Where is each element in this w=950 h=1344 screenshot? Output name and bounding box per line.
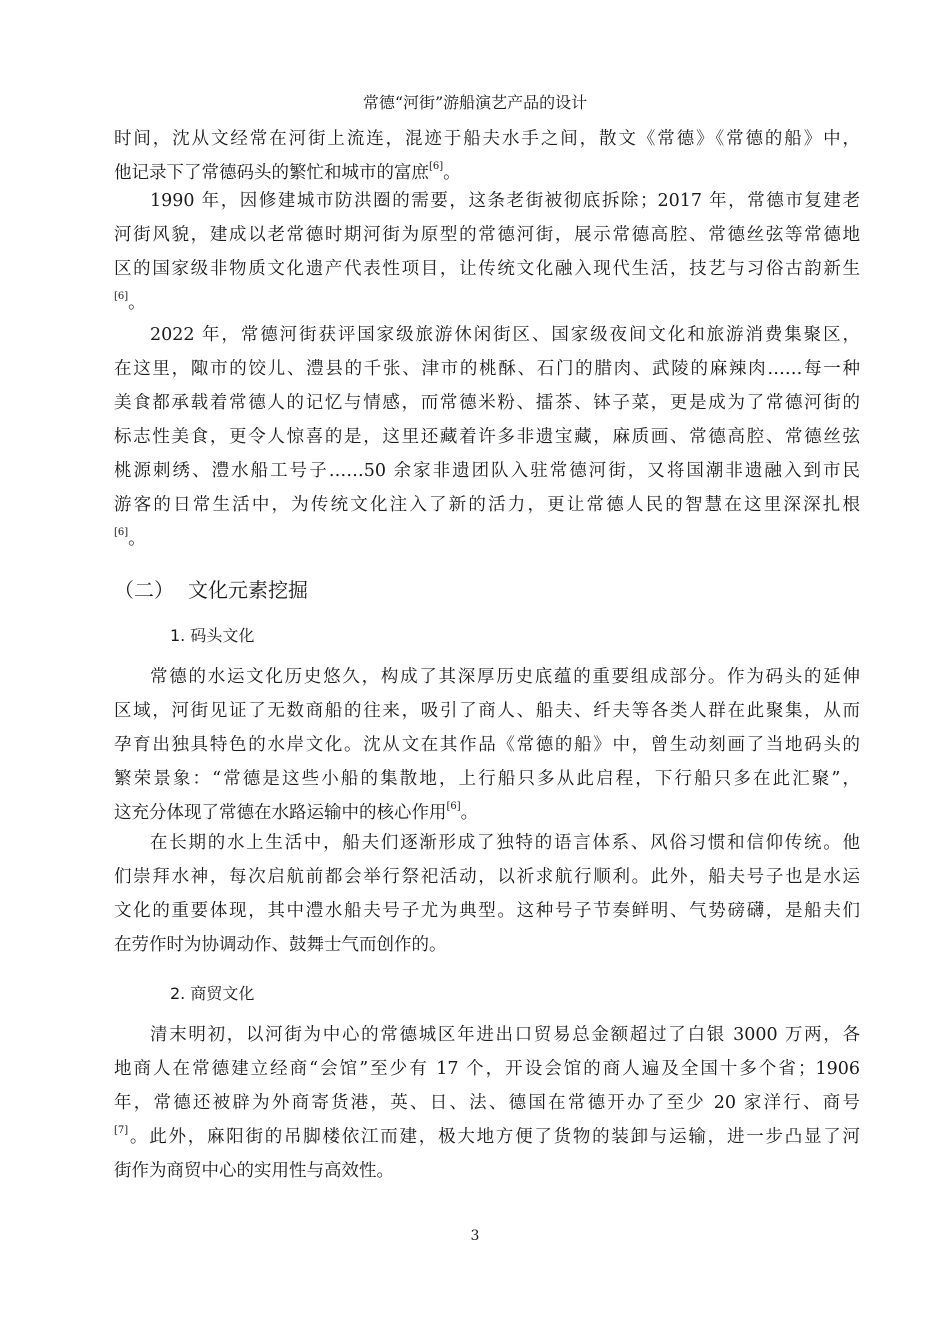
citation-ref: [7] [114,1125,129,1136]
text-line: 常德的水运文化历史悠久，构成了其深厚历史底蕴的重要组成部分。作为码头的延伸 [150,667,860,687]
text-line: 游客的日常生活中，为传统文化注入了新的活力，更让常德人民的智慧在这里深深扎根 [114,495,860,515]
running-header: 常德“河街”游船演艺产品的设计 [362,93,588,112]
page-number: 3 [470,1228,480,1244]
text-line: 街作为商贸中心的实用性与高效性。 [114,1161,394,1181]
text-line: 在长期的水上生活中，船夫们逐渐形成了独特的语言体系、风俗习惯和信仰传统。他 [150,833,860,853]
paragraph [114,318,860,556]
text-line: 桃源刺绣、澧水船工号子……50 余家非遗团队入驻常德河街，又将国潮非遗融入到市民 [114,461,860,481]
subsection-heading: 1. 码头文化 [170,626,255,645]
text-line: 1990 年，因修建城市防洪圈的需要，这条老街被彻底拆除；2017 年，常德市复建老 [150,191,860,211]
paragraph-continuation [114,122,860,190]
text-line: 区域，河街见证了无数商船的往来，吸引了商人、船夫、纤夫等各类人群在此聚集，从而 [114,701,860,721]
text-line: 2022 年，常德河街获评国家级旅游休闲街区、国家级夜间文化和旅游消费集聚区， [150,325,860,345]
text-line: 在这里，陬市的饺儿、澧县的千张、津市的桃酥、石门的腊肉、武陵的麻辣肉……每一种 [114,359,860,379]
citation-ref: [6] [446,801,461,812]
text-line: 区的国家级非物质文化遗产代表性项目，让传统文化融入现代生活，技艺与习俗古韵新生 [114,259,860,279]
text-line: 标志性美食，更令人惊喜的是，这里还藏着许多非遗宝藏，麻质画、常德高腔、常德丝弦 [114,427,860,447]
subsection-heading: 2. 商贸文化 [170,984,255,1003]
citation-ref: [6] [429,161,444,172]
section-number: （二） [114,578,174,602]
text-line: [7]。此外，麻阳街的吊脚楼依江而建，极大地方便了货物的装卸与运输，进一步凸显了河 [114,1125,860,1147]
paragraph [114,1018,860,1188]
citation-ref: [6] [114,527,129,538]
section-title: 文化元素挖掘 [188,578,308,602]
text-line: 年，常德还被辟为外商寄货港，英、日、法、德国在常德开办了至少 20 家洋行、商号 [114,1093,860,1113]
paragraph [114,826,860,962]
text-line: 清末明初，以河街为中心的常德城区年进出口贸易总金额超过了白银 3000 万两，各 [150,1025,860,1045]
text-line: 在劳作时为协调动作、鼓舞士气而创作的。 [114,935,447,955]
text-line: 他记录下了常德码头的繁忙和城市的富庶[6]。 [114,161,461,183]
text-line: 孕育出独具特色的水岸文化。沈从文在其作品《常德的船》中，曾生动刻画了当地码头的 [114,735,860,755]
text-line: 美食都承载着常德人的记忆与情感，而常德米粉、擂茶、钵子菜，更是成为了常德河街的 [114,393,860,413]
section-heading [114,576,308,604]
text-line: [6]。 [114,527,146,549]
text-line: 们崇拜水神，每次启航前都会举行祭祀活动，以祈求航行顺利。此外，船夫号子也是水运 [114,867,860,887]
paragraph [114,660,860,830]
paragraph [114,184,860,320]
text-line: [6]。 [114,291,146,313]
text-line: 文化的重要体现，其中澧水船夫号子尤为典型。这种号子节奏鲜明、气势磅礴，是船夫们 [114,901,860,921]
text-line: 地商人在常德建立经商“会馆”至少有 17 个，开设会馆的商人遍及全国十多个省；1906 [114,1059,860,1079]
citation-ref: [6] [114,291,129,302]
text-line: 河街风貌，建成以老常德时期河街为原型的常德河街，展示常德高腔、常德丝弦等常德地 [114,225,860,245]
text-line: 繁荣景象：“常德是这些小船的集散地，上行船只多从此启程，下行船只多在此汇聚”， [114,769,860,789]
text-line: 时间，沈从文经常在河街上流连，混迹于船夫水手之间，散文《常德》《常德的船》中， [114,129,860,149]
text-line: 这充分体现了常德在水路运输中的核心作用[6]。 [114,801,479,823]
